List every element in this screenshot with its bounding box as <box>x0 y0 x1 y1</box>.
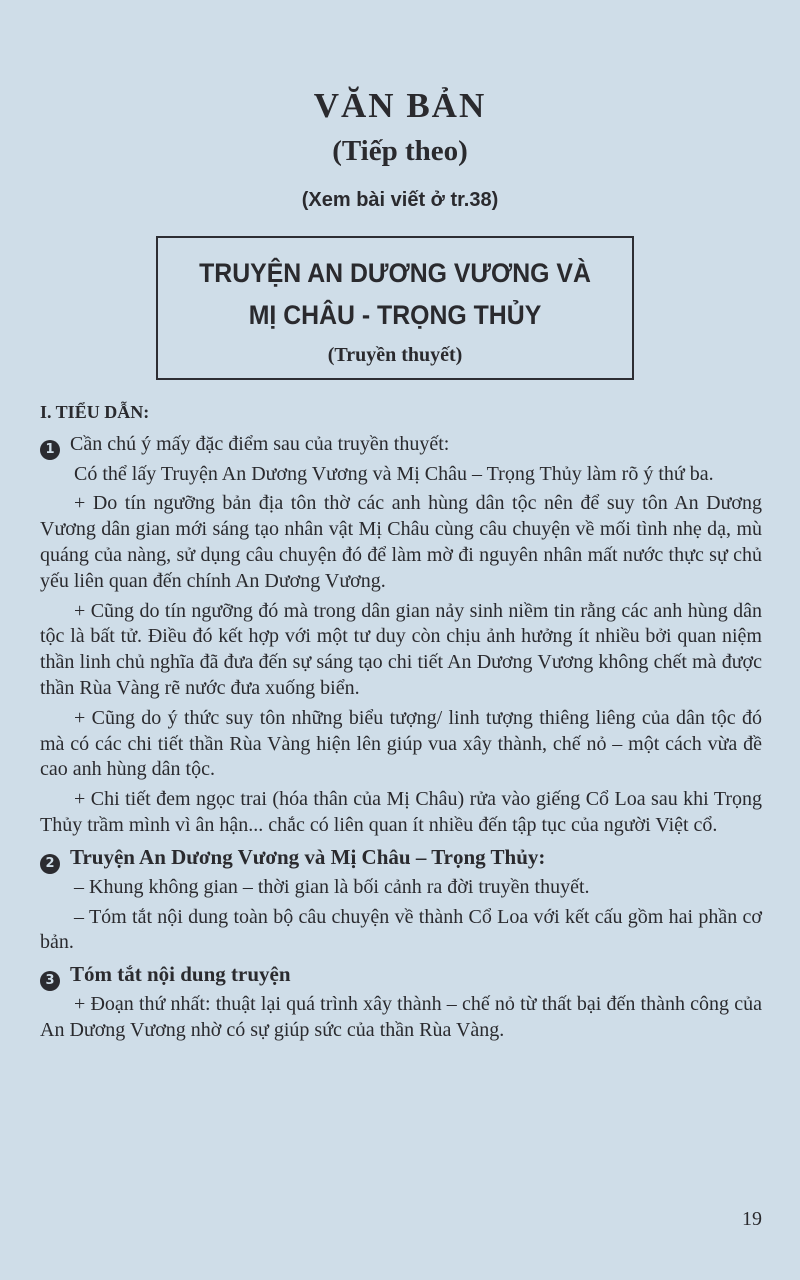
paragraph: – Tóm tắt nội dung toàn bộ câu chuyện về thành Cổ Loa với kết cấu gồm hai phần cơ bản. <box>40 905 762 954</box>
paragraph: + Cũng do tín ngưỡng đó mà trong dân gian nảy sinh niềm tin rằng các anh hùng dân tộc là bất tử. Điều đó kết hợp với một tư duy còn chịu ảnh hưởng ít nhiều bởi quan niệm thần linh chủ nghĩa đã đưa đến sự sáng tạo chi tiết An Dương Vương không chết mà được thần Rùa Vàng rẽ nước đưa xuống biển. <box>40 599 762 699</box>
number-1-icon: 1 <box>40 440 60 460</box>
body-text <box>40 398 762 1048</box>
page-subtitle: (Tiếp theo) <box>332 135 468 167</box>
page-number: 19 <box>742 1208 762 1230</box>
item-2-heading <box>40 845 762 871</box>
story-title-box <box>156 236 634 380</box>
paragraph: + Do tín ngưỡng bản địa tôn thờ các anh hùng dân tộc nên để suy tôn An Dương Vương dân gian mới sáng tạo nhân vật Mị Châu cùng câu chuyện về mối tình nhẹ dạ, mù quáng của nàng, sử dụng câu chuyện đó để làm mờ đi nguyên nhân mất nước thực sự chủ yếu liên quan đến chính An Dương Vương. <box>40 492 762 592</box>
page-reference: (Xem bài viết ở tr.38) <box>301 189 499 211</box>
item-3-heading <box>40 962 762 988</box>
story-title-line-1: TRUYỆN AN DƯƠNG VƯƠNG VÀ <box>199 258 591 288</box>
story-genre: (Truyền thuyết) <box>327 344 463 366</box>
page-title: VĂN BẢN <box>313 86 487 125</box>
item-1-title: Cần chú ý mấy đặc điểm sau của truyền thuyết: <box>70 432 450 455</box>
number-3-icon: 3 <box>40 971 60 991</box>
story-title-line-2: MỊ CHÂU - TRỌNG THỦY <box>248 300 542 330</box>
paragraph: + Đoạn thứ nhất: thuật lại quá trình xây thành – chế nỏ từ thất bại đến thành công của An Dương Vương nhờ có sự giúp sức của thần Rùa Vàng. <box>40 993 762 1041</box>
paragraph: – Khung không gian – thời gian là bối cảnh ra đời truyền thuyết. <box>74 875 590 898</box>
item-2-title: Truyện An Dương Vương và Mị Châu – Trọng Thủy: <box>70 844 546 869</box>
paragraph: Có thể lấy Truyện An Dương Vương và Mị Châu – Trọng Thủy làm rõ ý thứ ba. <box>74 462 714 485</box>
item-3-title: Tóm tắt nội dung truyện <box>70 962 291 987</box>
item-1-heading <box>40 432 762 458</box>
paragraph: + Cũng do ý thức suy tôn những biểu tượng/ linh tượng thiêng liêng của dân tộc đó mà có các chi tiết thần Rùa Vàng hiện lên giúp vua xây thành, chế nỏ – một cách vừa đề cao anh hùng dân tộc. <box>40 706 762 781</box>
paragraph: + Chi tiết đem ngọc trai (hóa thân của Mị Châu) rửa vào giếng Cổ Loa sau khi Trọng Thủy trầm mình vì ân hận... chắc có liên quan ít nhiều đến tập tục của người Việt cổ. <box>40 788 762 836</box>
section-heading: I. TIỂU DẪN: <box>40 402 150 422</box>
number-2-icon: 2 <box>40 854 60 874</box>
